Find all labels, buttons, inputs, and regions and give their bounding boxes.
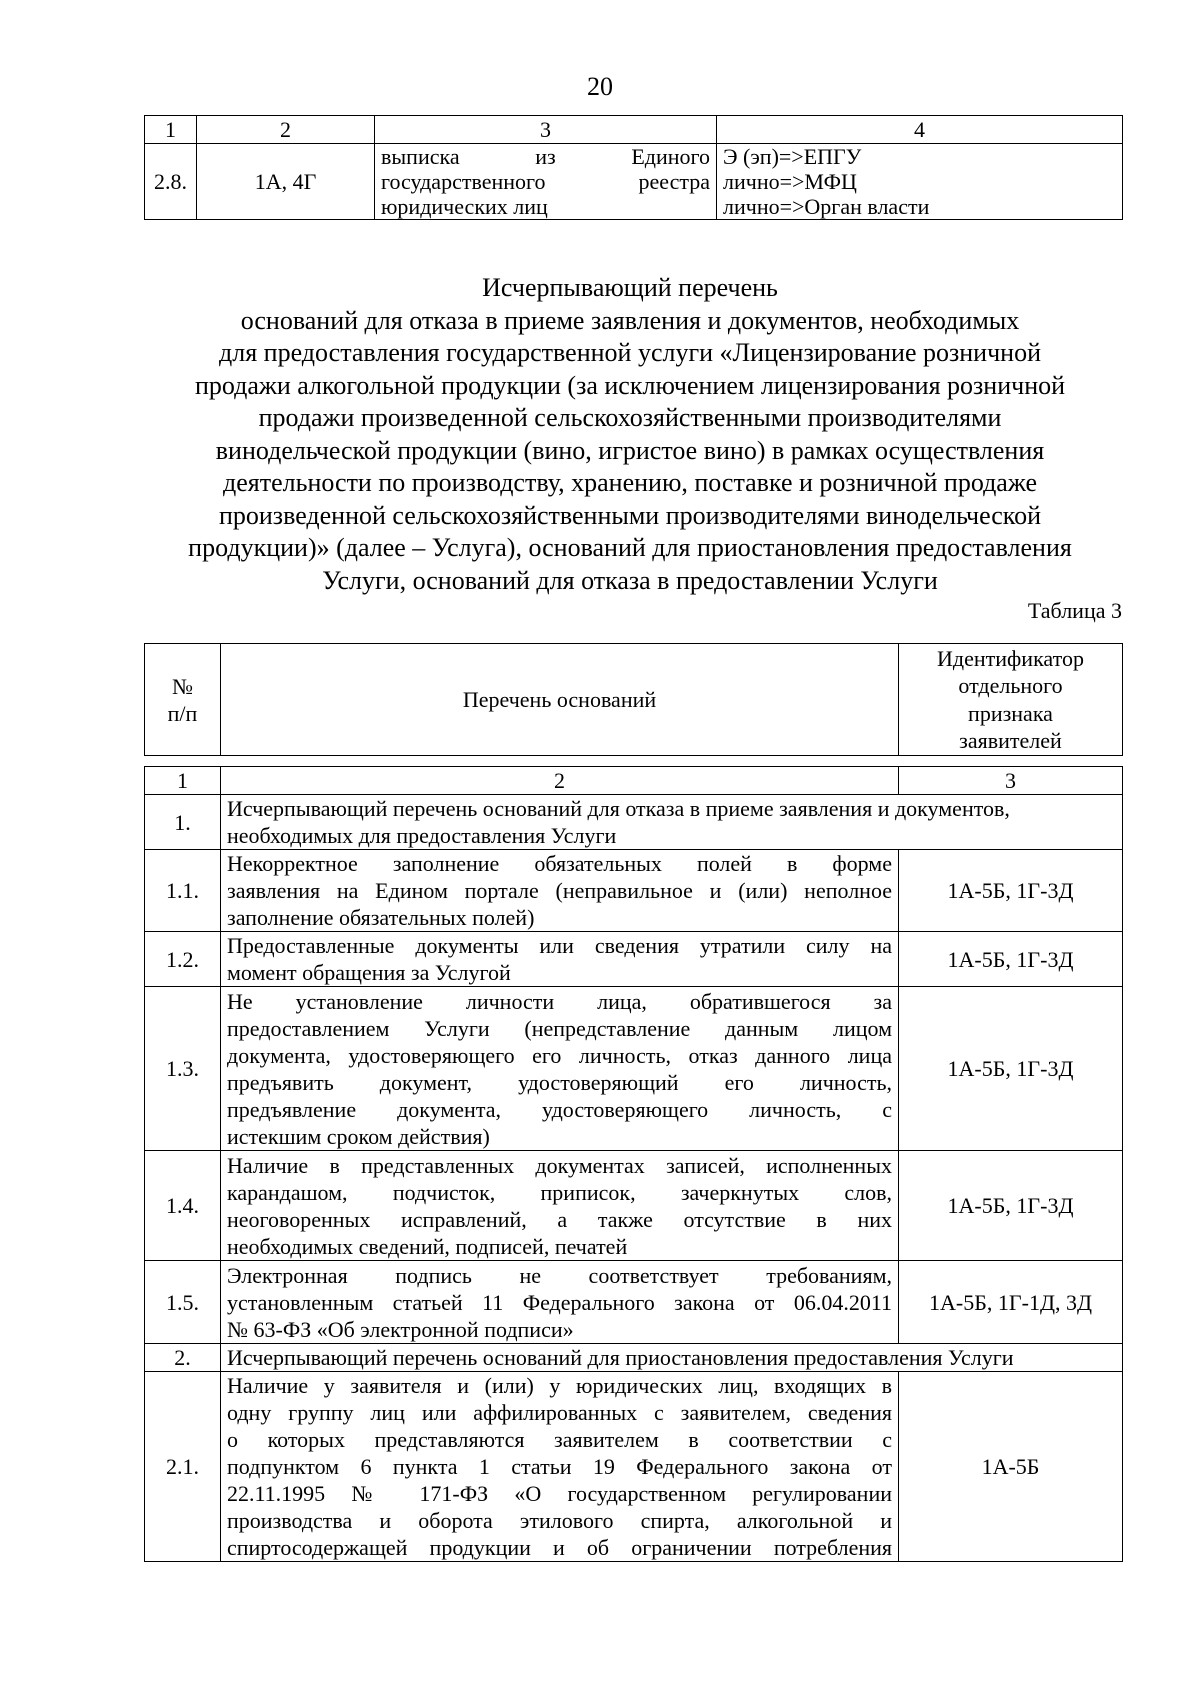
header-list: Перечень оснований [221, 644, 899, 756]
identifier: 1А-5Б, 1Г-1Д, 3Д [899, 1261, 1123, 1344]
table-row [145, 1372, 1123, 1562]
table3-header [144, 643, 1123, 756]
identifier: 1А-5Б, 1Г-3Д [899, 850, 1123, 932]
col-header-1: 1 [145, 116, 197, 144]
row-number: 2. [145, 1344, 221, 1372]
ground-text: Электронная подпись не соответствует требованиям, установленным статьей 11 Федерального закона от 06.04.2011 № 63-ФЗ «Об электронной подписи» [221, 1261, 899, 1344]
continuation-table [144, 115, 1123, 220]
applicant-ids: 1А, 4Г [197, 144, 375, 220]
ground-text: Предоставленные документы или сведения утратили силу на момент обращения за Услугой [221, 932, 899, 987]
table-caption: Таблица 3 [1027, 598, 1122, 623]
ground-text: Не установление личности лица, обратившегося за предоставлением Услуги (непредставление данным лицом документа, удостоверяющего его личность, отказ данного лица предъявить документ, удостоверяющий его личность, предъявление документа, удостоверяющего личность, с истекшим сроком действия) [221, 987, 899, 1151]
table-row [145, 850, 1123, 932]
col-header-2: 2 [197, 116, 375, 144]
submission-ways: Э (эп)=>ЕПГУ лично=>МФЦ лично=>Орган власти [717, 144, 1123, 220]
identifier: 1А-5Б, 1Г-3Д [899, 1151, 1123, 1261]
col-number-1: 1 [145, 767, 221, 795]
row-number: 1.2. [145, 932, 221, 987]
identifier: 1А-5Б, 1Г-3Д [899, 932, 1123, 987]
document-name: выписка из Единого государственного реестра юридических лиц [375, 144, 717, 220]
col-header-4: 4 [717, 116, 1123, 144]
header-number: № п/п [145, 644, 221, 756]
page-number: 20 [587, 72, 613, 101]
ground-text: Наличие в представленных документах записей, исполненных карандашом, подчисток, приписок, зачеркнутых слов, неоговоренных исправлений, а также отсутствие в них необходимых сведений, подписей, печатей [221, 1151, 899, 1261]
row-number: 1.4. [145, 1151, 221, 1261]
row-number: 1.5. [145, 1261, 221, 1344]
row-number: 1.1. [145, 850, 221, 932]
row-number: 1.3. [145, 987, 221, 1151]
table-row [145, 932, 1123, 987]
section-title: Исчерпывающий перечень оснований для отказа в приеме заявления и документов, необходимых для предоставления Услуги [221, 795, 1123, 850]
ground-text: Наличие у заявителя и (или) у юридических лиц, входящих в одну группу лиц или аффилированных с заявителем, сведения о которых представляются заявителем в соответствии с подпунктом 6 пункта 1 статьи 19 Федерального закона от 22.11.1995 № 171-ФЗ «О государственном регулировании производства и оборота этилового спирта, алкогольной и спиртосодержащей продукции и об ограничении потребления [221, 1372, 899, 1562]
table3 [144, 766, 1123, 1562]
section-row [145, 795, 1123, 850]
col-number-3: 3 [899, 767, 1123, 795]
table-row [145, 1261, 1123, 1344]
ground-text: Некорректное заполнение обязательных полей в форме заявления на Едином портале (неправильное и (или) неполное заполнение обязательных полей) [221, 850, 899, 932]
identifier: 1А-5Б [899, 1372, 1123, 1562]
table-row [145, 1151, 1123, 1261]
section-heading: Исчерпывающий перечень оснований для отказа в приеме заявления и документов, необходимых для предоставления государственной услуги «Лицензирование розничной продажи алкогольной продукции (за исключением лицензирования розничной продажи произведенной сельскохозяйственными производителями винодельческой продукции (вино, игристое вино) в рамках осуществления деятельности по производству, хранению, поставке и розничной продаже произведенной сельскохозяйственными производителями винодельческой продукции)» (далее – Услуга), оснований для приостановления предоставления Услуги, оснований для отказа в предоставлении Услуги [188, 273, 1072, 595]
row-number: 2.1. [145, 1372, 221, 1562]
identifier: 1А-5Б, 1Г-3Д [899, 987, 1123, 1151]
section-title: Исчерпывающий перечень оснований для приостановления предоставления Услуги [221, 1344, 1123, 1372]
col-number-2: 2 [221, 767, 899, 795]
header-identifier: Идентификатор отдельного признака заявителей [899, 644, 1123, 756]
table-row [145, 987, 1123, 1151]
row-number: 1. [145, 795, 221, 850]
row-number: 2.8. [145, 144, 197, 220]
col-header-3: 3 [375, 116, 717, 144]
table-row [145, 144, 1123, 220]
section-row [145, 1344, 1123, 1372]
